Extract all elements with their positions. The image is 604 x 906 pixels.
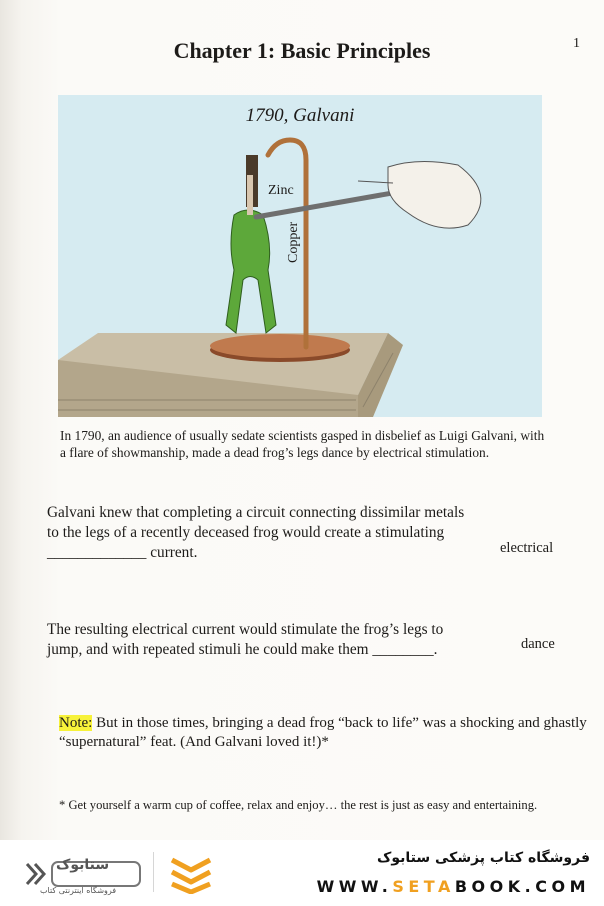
- logo-text: ستابوک: [56, 857, 110, 873]
- url-suffix: BOOK.COM: [454, 877, 590, 896]
- shop-name: فروشگاه کتاب پزشکی ستابوک: [377, 850, 590, 866]
- shop-url[interactable]: [317, 877, 590, 896]
- zinc-label: Zinc: [268, 183, 294, 198]
- base-plate-top: [210, 334, 350, 358]
- chapter-title: Chapter 1: Basic Principles: [173, 38, 431, 63]
- galvani-illustration: [58, 95, 542, 417]
- answer-1: electrical: [500, 540, 554, 556]
- figure-title: 1790, Galvani: [245, 105, 355, 126]
- page-number: 1: [573, 36, 580, 51]
- note-text: But in those times, bringing a dead frog “back to life” was a shocking and ghastly “supernatural” feat. (And Galvani loved it!)*: [59, 715, 587, 750]
- note-tag: Note:: [59, 715, 93, 731]
- url-accent: SETA: [392, 877, 455, 896]
- question-1: Galvani knew that completing a circuit connecting dissimilar metals to the legs of a recently deceased frog would create a stimulating _____________ current.: [47, 504, 465, 561]
- footnote: * Get yourself a warm cup of coffee, relax and enjoy… the rest is just as easy and entertaining.: [59, 798, 538, 812]
- url-prefix: WWW.: [316, 877, 393, 896]
- note-block: [59, 714, 604, 752]
- book-stack-icon: [168, 852, 214, 894]
- banner-divider: [153, 852, 154, 892]
- question-2: The resulting electrical current would stimulate the frog’s legs to jump, and with repeated stimuli he could make them ________.: [47, 621, 444, 658]
- hand: [388, 161, 481, 228]
- answer-2: dance: [521, 636, 555, 652]
- figure-caption: In 1790, an audience of usually sedate scientists gasped in disbelief as Luigi Galvani, with a flare of showmanship, made a dead frog’s legs dance by electrical stimulation.: [60, 428, 545, 460]
- copper-label: Copper: [286, 221, 301, 263]
- store-banner: [0, 840, 604, 906]
- logo-subtext: فروشگاه اینترنتی کتاب: [40, 886, 117, 895]
- frog-legs: [226, 210, 276, 333]
